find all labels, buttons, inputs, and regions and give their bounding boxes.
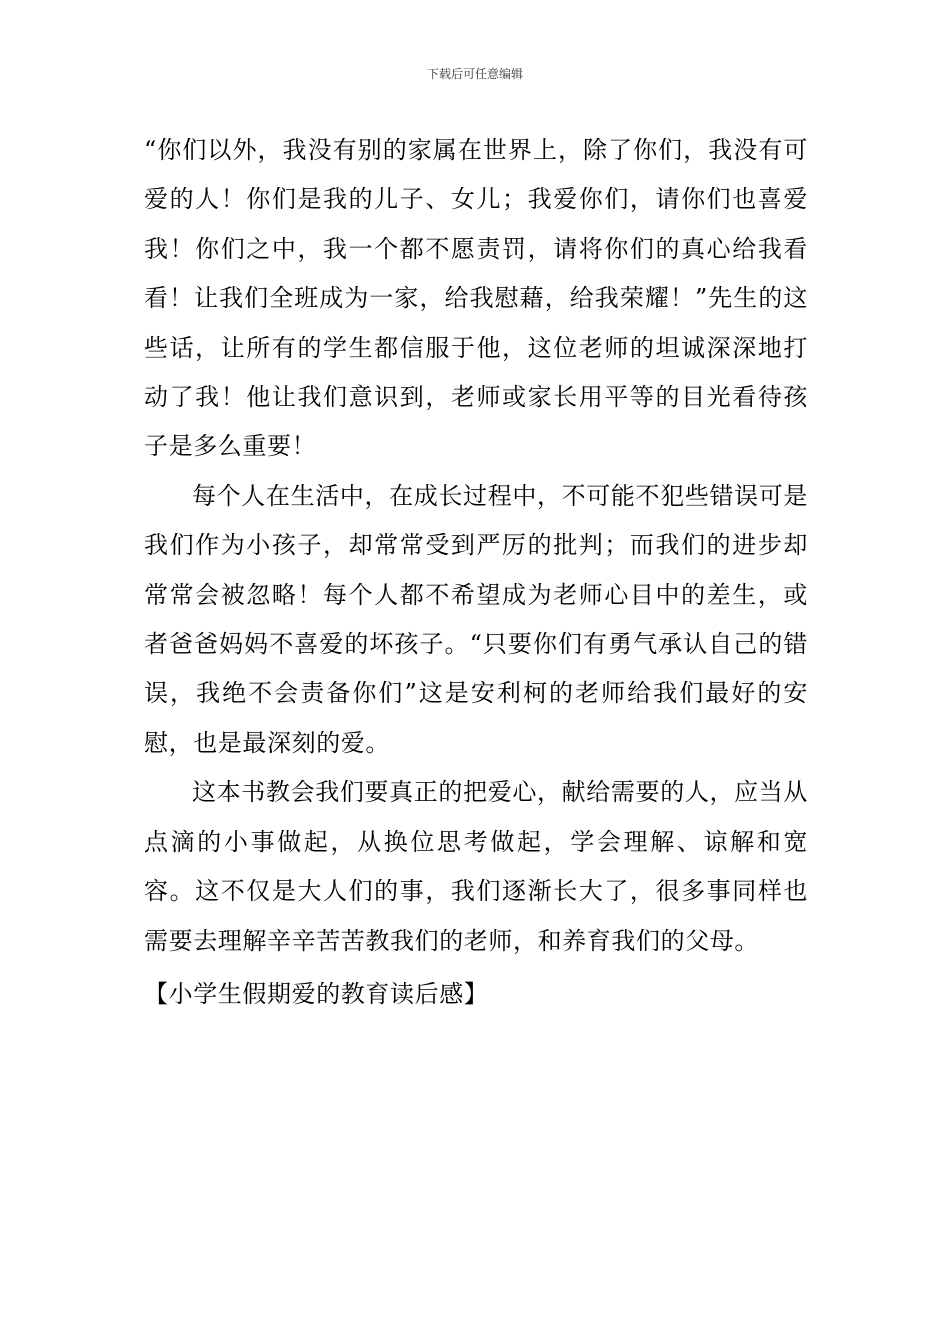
paragraph-3: 这本书教会我们要真正的把爱心，献给需要的人，应当从点滴的小事做起，从换位思考做起，学会理解、谅解和宽容。这不仅是大人们的事，我们逐渐长大了，很多事同样也需要去理解辛辛苦苦教我们的老师，和养育我们的父母。 <box>144 778 808 955</box>
document-body <box>144 126 808 1019</box>
header-note: 下载后可任意编辑 <box>426 67 523 81</box>
paragraph-2: 每个人在生活中，在成长过程中，不可能不犯些错误可是我们作为小孩子，却常常受到严厉的批判；而我们的进步却常常会被忽略！每个人都不希望成为老师心目中的差生，或者爸爸妈妈不喜爱的坏孩子。“只要你们有勇气承认自己的错误，我绝不会责备你们”这是安利柯的老师给我们最好的安慰，也是最深刻的爱。 <box>144 481 808 757</box>
closing-title: 【小学生假期爱的教育读后感】 <box>144 979 489 1008</box>
paragraph-1: “你们以外，我没有别的家属在世界上，除了你们，我没有可爱的人！你们是我的儿子、女儿；我爱你们，请你们也喜爱我！你们之中，我一个都不愿责罚，请将你们的真心给我看看！让我们全班成为一家，给我慰藉，给我荣耀！”先生的这些话，让所有的学生都信服于他，这位老师的坦诚深深地打动了我！他让我们意识到，老师或家长用平等的目光看待孩子是多么重要！ <box>144 136 808 461</box>
